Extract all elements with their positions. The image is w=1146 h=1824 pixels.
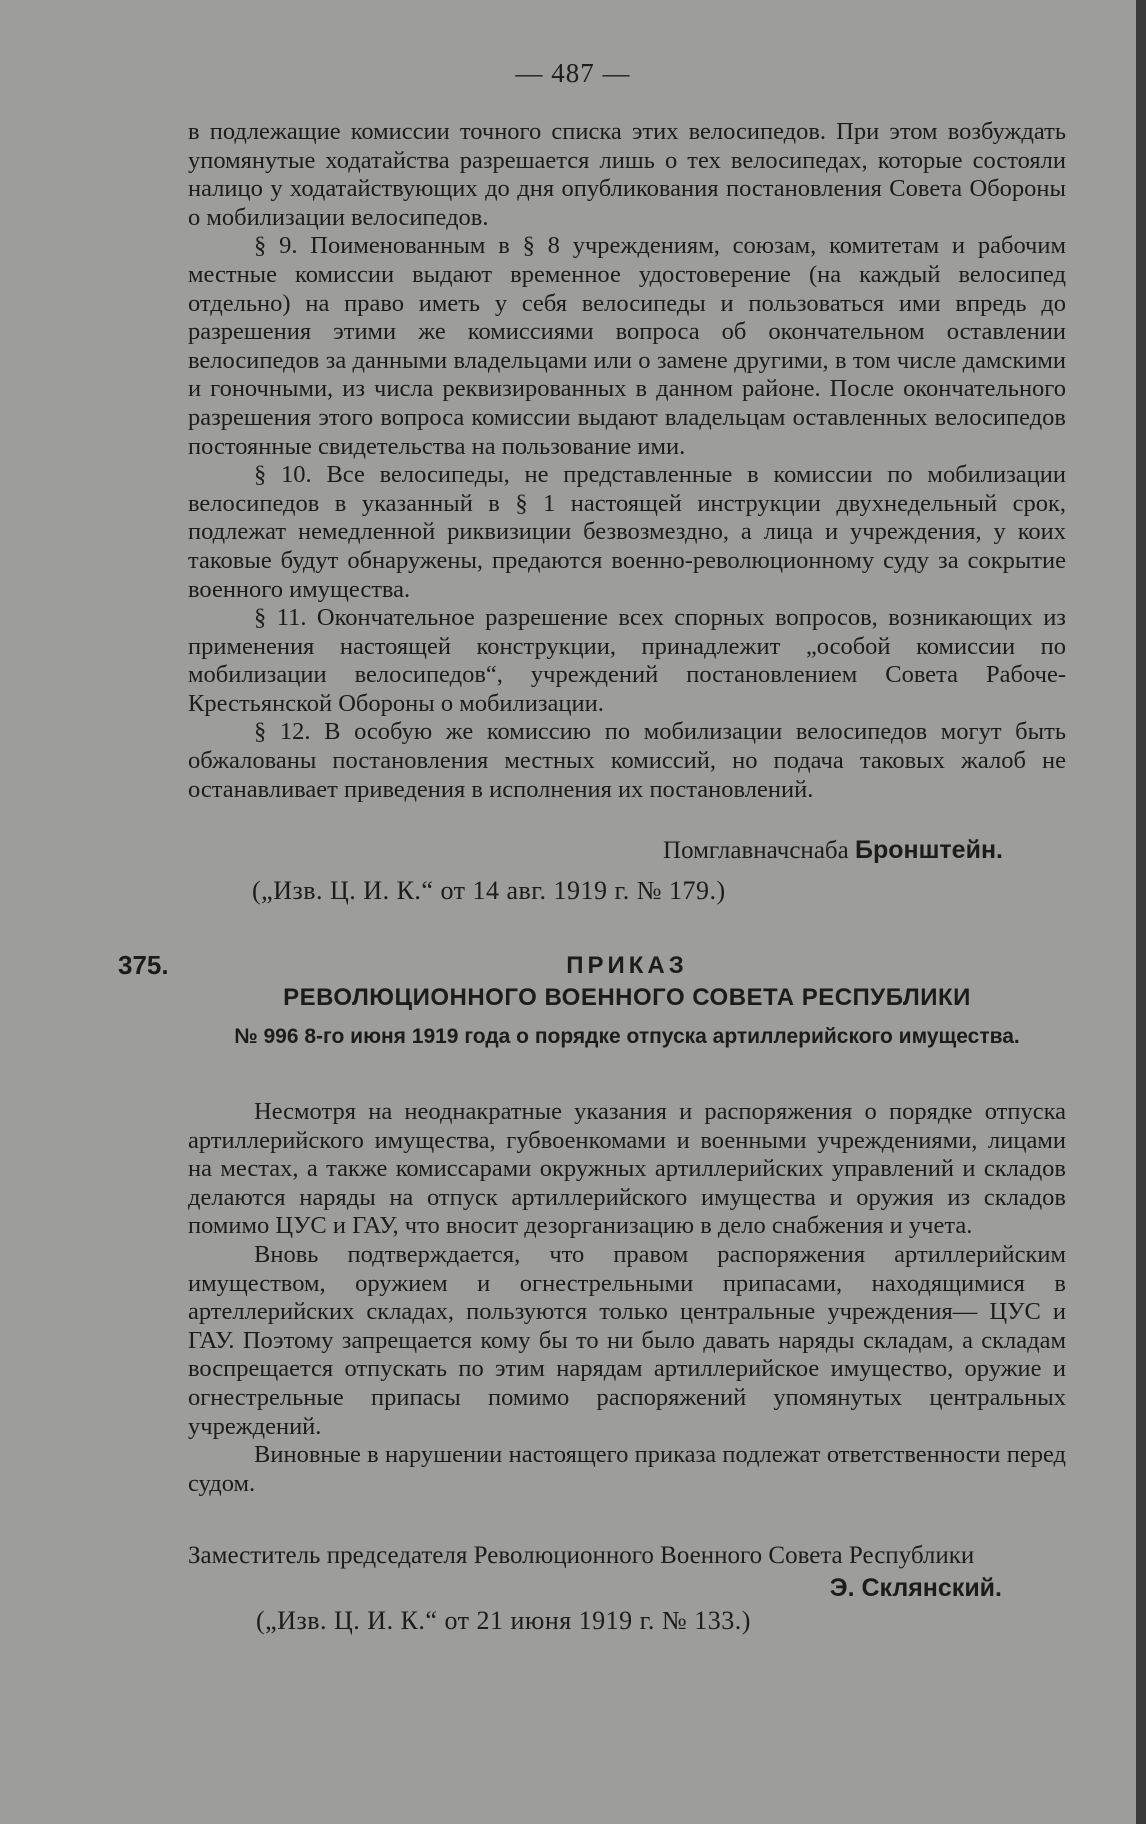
paragraph-10: § 10. Все велосипеды, не представленные в комиссии по мобилизации велосипедов в указанный в § 1 настоящей инструкции двухнедельный срок, подлежат немедленной риквизиции безвозмездно, а лица и учреждения, у коих таковые будут обнаружены, предаются военно-революционному суду за сокрытие военного имущества. — [188, 461, 1066, 603]
order-paragraph-3: Виновные в нарушении настоящего приказа подлежат ответственности перед судом. — [188, 1441, 1066, 1497]
page-number: — 487 — — [515, 58, 631, 88]
order-subheading: № 996 8-го июня 1919 года о порядке отпуска артиллерийского имущества. — [234, 1025, 1020, 1048]
order-heading — [188, 950, 1066, 1014]
source-citation-1: („Изв. Ц. И. К.“ от 14 авг. 1919 г. № 179.) — [252, 876, 726, 905]
order-paragraph-2: Вновь подтверждается, что правом распоряжения артиллерийским имуществом, оружием и огнестрельными припасами, находящимися в артеллерийских складах, пользуются только центральные учреждения— ЦУС и ГАУ. Поэтому запрещается кому бы то ни было давать наряды складам, а складам воспрещается отпускать по этим нарядам артиллерийское имущество, оружие и огнестрельные припасы помимо распоряжений упомянутых центральных учреждений. — [188, 1240, 1066, 1440]
document-number: 375. — [118, 950, 169, 980]
paragraph-12: § 12. В особую же комиссию по мобилизации велосипедов могут быть обжалованы постановления местных комиссий, но подача таковых жалоб не останавливает приведения в исполнения их постановлений. — [188, 718, 1066, 803]
order-text — [188, 1098, 1066, 1498]
scan-edge — [1136, 0, 1146, 1824]
order-issuer: РЕВОЛЮЦИОННОГО ВОЕННОГО СОВЕТА РЕСПУБЛИКИ — [283, 984, 971, 1011]
signature-1 — [188, 836, 1003, 865]
order-title: ПРИКАЗ — [566, 952, 688, 979]
order-paragraph-1: Несмотря на неоднакратные указания и распоряжения о порядке отпуска артиллерийского имущества, губвоенкомами и военными учреждениями, лицами на местах, а также комиссарами окружных артиллерийских управлений и складов делаются наряды на отпуск артиллерийского имущества и оружия из складов помимо ЦУС и ГАУ, что вносит дезорганизацию в дело снабжения и учета. — [188, 1098, 1066, 1240]
decree-text — [188, 118, 1066, 804]
signature-2-title: Заместитель председателя Революционного Военного Совета Республики — [188, 1542, 975, 1569]
source-citation-2: („Изв. Ц. И. К.“ от 21 июня 1919 г. № 133.) — [256, 1606, 751, 1635]
signature-2 — [188, 1540, 1066, 1605]
continuation-paragraph: в подлежащие комиссии точного списка этих велосипедов. При этом возбуждать упомянутые ходатайства разрешается лишь о тех велосипедах, которые состояли налицо у ходатайствующих до дня опубликования постановления Совета Обороны о мобилизации велосипедов. — [188, 118, 1066, 231]
paragraph-9: § 9. Поименованным в § 8 учреждениям, союзам, комитетам и рабочим местные комиссии выдают временное удостоверение (на каждый велосипед отдельно) на право иметь у себя велосипеды и пользоваться ими впредь до разрешения этими же комиссиями вопроса об окончательном оставлении велосипедов за данными владельцами или о замене другими, в том числе дамскими и гоночными, из числа реквизированных в данном районе. После окончательного разрешения этого вопроса комиссии выдают владельцам оставленных велосипедов постоянные свидетельства на пользование ими. — [188, 232, 1066, 460]
signature-1-title: Помглавначснаба — [663, 837, 849, 864]
paragraph-11: § 11. Окончательное разрешение всех спорных вопросов, возникающих из применения настоящей конструкции, принадлежит „особой комиссии по мобилизации велосипедов“, учреждений постановлением Совета Рабоче-Крестьянской Обороны о мобилизации. — [188, 604, 1066, 717]
signature-2-name: Э. Склянский. — [829, 1574, 1002, 1602]
signature-1-name: Бронштейн. — [854, 836, 1003, 864]
